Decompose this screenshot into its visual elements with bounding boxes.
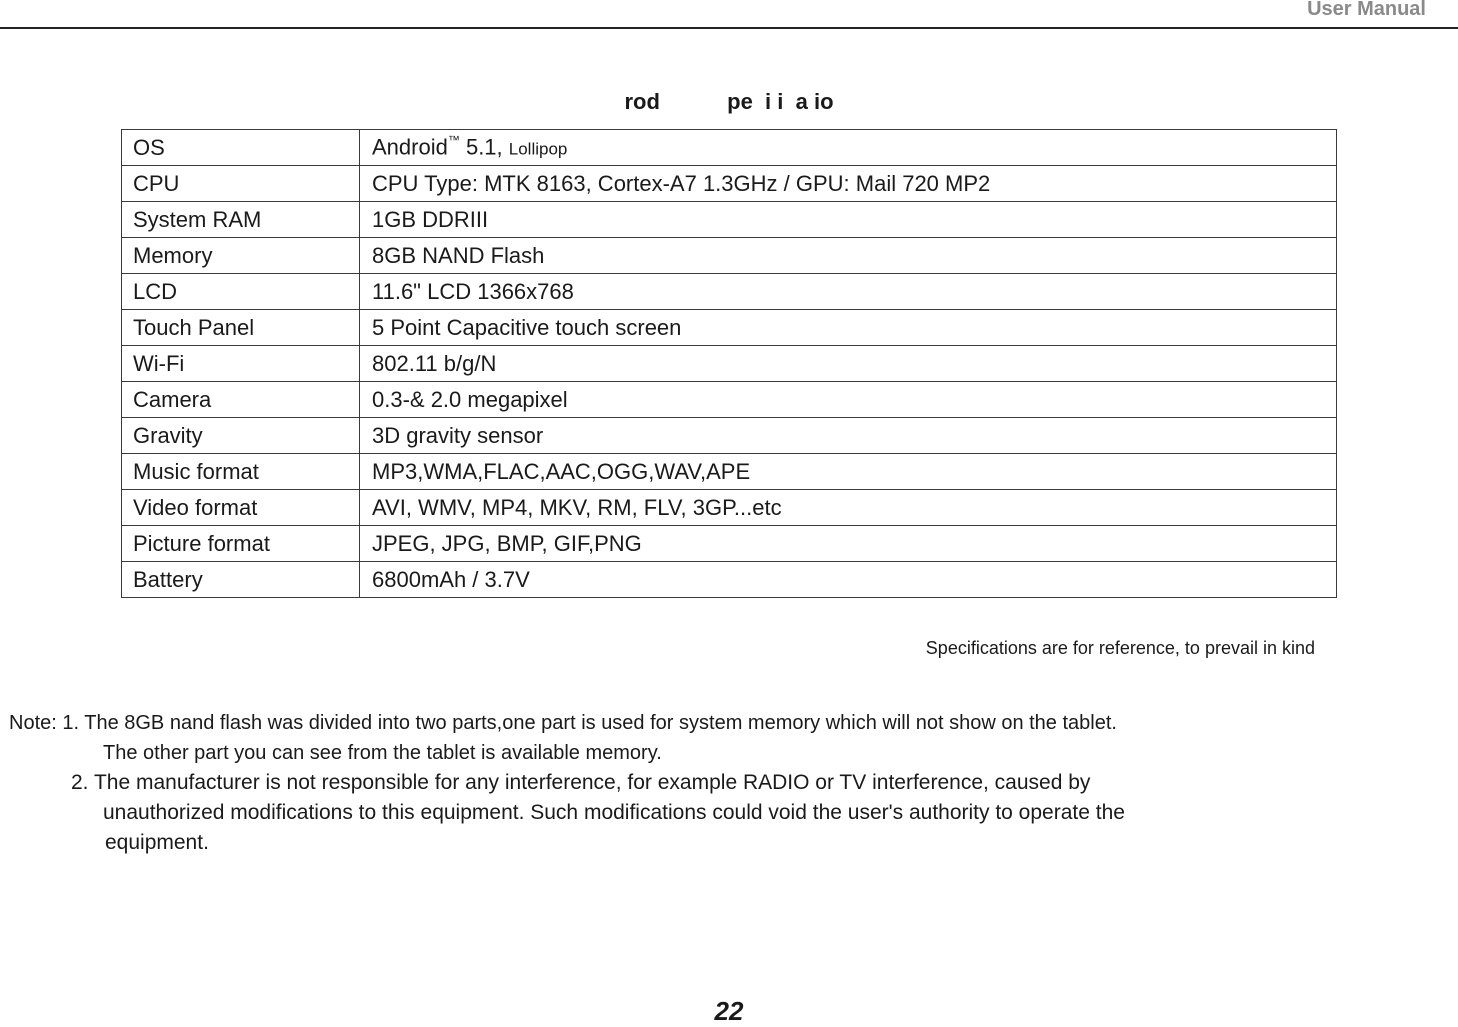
spec-value: JPEG, JPG, BMP, GIF,PNG — [360, 526, 1337, 562]
spec-label: Wi-Fi — [122, 346, 360, 382]
spec-value: 5 Point Capacitive touch screen — [360, 310, 1337, 346]
spec-value: CPU Type: MTK 8163, Cortex-A7 1.3GHz / GPU: Mail 720 MP2 — [360, 166, 1337, 202]
spec-value: AVI, WMV, MP4, MKV, RM, FLV, 3GP...etc — [360, 490, 1337, 526]
spec-value-main: Android — [372, 134, 448, 160]
spec-label: Music format — [122, 454, 360, 490]
section-title: rod pe i i a io — [624, 89, 834, 114]
spec-row-lcd — [122, 274, 1337, 310]
spec-label: System RAM — [122, 202, 360, 238]
note-line-5: equipment. — [105, 831, 209, 854]
spec-label: Video format — [122, 490, 360, 526]
spec-label: Battery — [122, 562, 360, 598]
spec-value: 8GB NAND Flash — [360, 238, 1337, 274]
spec-value: 0.3-& 2.0 megapixel — [360, 382, 1337, 418]
spec-disclaimer: Specifications are for reference, to prevail in kind — [925, 638, 1315, 658]
spec-value: 802.11 b/g/N — [360, 346, 1337, 382]
spec-row-os — [122, 130, 1337, 166]
spec-value: 1GB DDRIII — [360, 202, 1337, 238]
spec-value: MP3,WMA,FLAC,AAC,OGG,WAV,APE — [360, 454, 1337, 490]
note-line-4: unauthorized modifications to this equipment. Such modifications could void the user's authority to operate the — [103, 801, 1125, 824]
spec-value — [360, 130, 1337, 166]
spec-value-small: Lollipop — [508, 139, 568, 159]
spec-row-cpu — [122, 166, 1337, 202]
spec-value: 6800mAh / 3.7V — [360, 562, 1337, 598]
note-line-3: 2. The manufacturer is not responsible for any interference, for example RADIO or TV interference, caused by — [71, 771, 1091, 794]
spec-label: Picture format — [122, 526, 360, 562]
spec-row-touch-panel — [122, 310, 1337, 346]
header-title: User Manual — [1307, 0, 1426, 20]
spec-value-tail: 5.1, — [459, 134, 509, 160]
header-rule — [0, 27, 1458, 29]
spec-value: 3D gravity sensor — [360, 418, 1337, 454]
trademark-mark: ™ — [447, 133, 460, 148]
spec-row-ram — [122, 202, 1337, 238]
spec-row-memory — [122, 238, 1337, 274]
spec-label: Camera — [122, 382, 360, 418]
spec-label: LCD — [122, 274, 360, 310]
note-line-2: The other part you can see from the tablet is available memory. — [103, 742, 662, 764]
spec-row-video-format — [122, 490, 1337, 526]
spec-table — [121, 129, 1337, 598]
spec-label: CPU — [122, 166, 360, 202]
spec-label: Gravity — [122, 418, 360, 454]
notes-block — [9, 708, 1429, 858]
spec-row-music-format — [122, 454, 1337, 490]
spec-label: Memory — [122, 238, 360, 274]
spec-row-camera — [122, 382, 1337, 418]
page-number: 22 — [714, 996, 744, 1026]
spec-row-gravity — [122, 418, 1337, 454]
spec-value: 11.6" LCD 1366x768 — [360, 274, 1337, 310]
note-line-1: Note: 1. The 8GB nand flash was divided into two parts,one part is used for system memory which will not show on the tablet. — [9, 712, 1117, 734]
spec-row-battery — [122, 562, 1337, 598]
spec-row-picture-format — [122, 526, 1337, 562]
spec-label: Touch Panel — [122, 310, 360, 346]
spec-label: OS — [122, 130, 360, 166]
spec-row-wifi — [122, 346, 1337, 382]
